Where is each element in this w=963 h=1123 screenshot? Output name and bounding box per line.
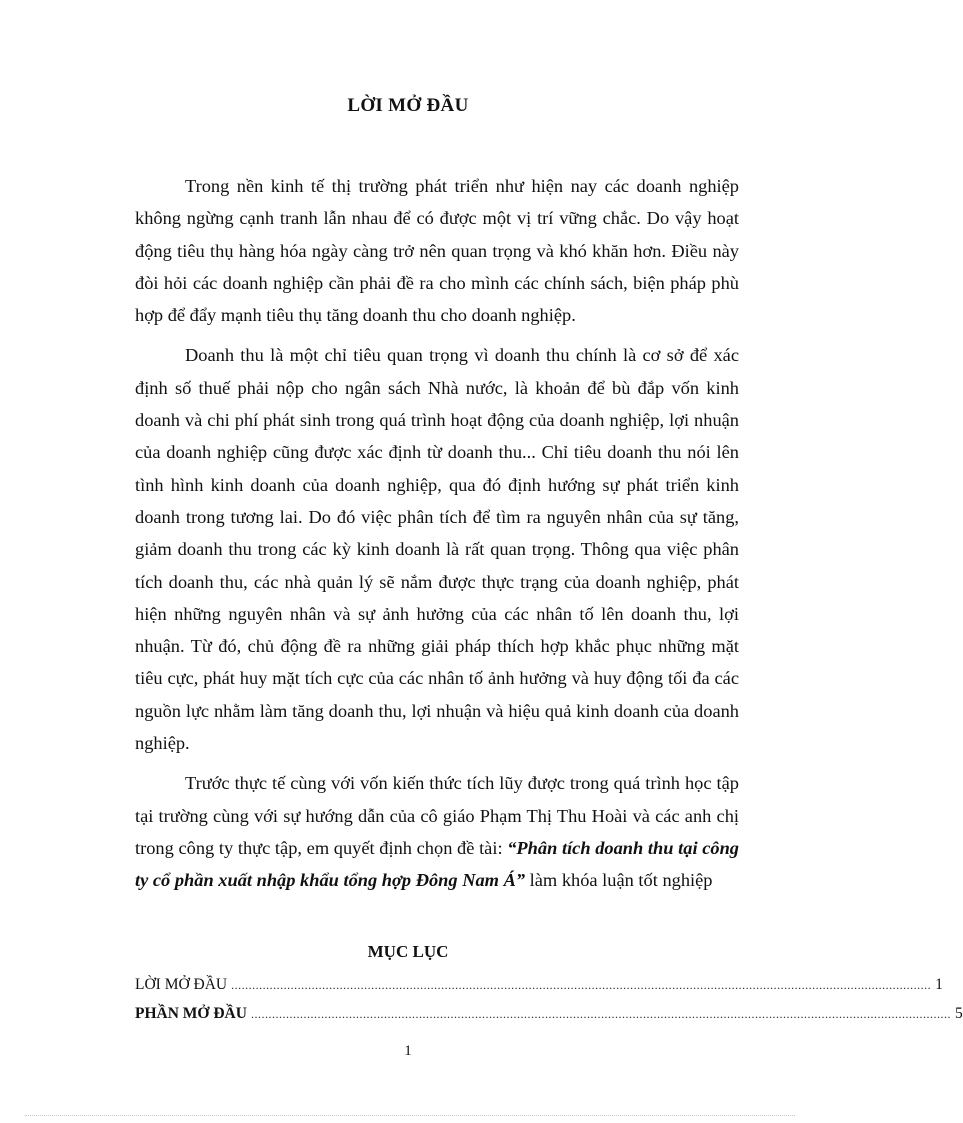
toc-entry-page: 1 — [935, 976, 943, 993]
paragraph-2: Doanh thu là một chỉ tiêu quan trọng vì doanh thu chính là cơ sở để xác định số thuế phải nộp cho ngân sách Nhà nước, là khoản để bù đắp vốn kinh doanh và chi phí phát sinh trong quá trình hoạt động của doanh nghiệp, lợi nhuận của doanh nghiệp cũng được xác định từ doanh thu... Chỉ tiêu doanh thu nói lên tình hình kinh doanh của doanh nghiệp, qua đó định hướng sự phát triển kinh doanh trong tương lai. Do đó việc phân tích để tìm ra nguyên nhân của sự tăng, giảm doanh thu trong các kỳ kinh doanh là rất quan trọng. Thông qua việc phân tích doanh thu, các nhà quản lý sẽ nắm được thực trạng của doanh nghiệp, phát hiện những nguyên nhân và sự ảnh hưởng của các nhân tố lên doanh thu, lợi nhuận. Từ đó, chủ động đề ra những giải pháp thích hợp khắc phục những mặt tiêu cực, phát huy mặt tích cực của các nhân tố ảnh hưởng và huy động tối đa các nguồn lực nhằm làm tăng doanh thu, lợi nhuận và hiệu quả kinh doanh của doanh nghiệp. — [135, 345, 739, 754]
body-text — [135, 170, 739, 897]
toc-dot-leader: ........................................................................................................................................................................................................ — [231, 978, 932, 992]
paragraph-3 — [135, 767, 739, 896]
page-number: 1 — [404, 1043, 412, 1059]
page-heading: LỜI MỞ ĐẦU — [347, 95, 469, 116]
page-bottom-divider — [25, 1115, 795, 1116]
thesis-title: “Phân tích doanh thu tại công ty cổ phần xuất nhập khẩu tổng hợp Đông Nam Á” — [135, 837, 739, 891]
toc-entry-label: LỜI MỞ ĐẦU — [135, 976, 228, 993]
paragraph-1: Trong nền kinh tế thị trường phát triển như hiện nay các doanh nghiệp không ngừng cạnh tranh lẫn nhau để có được một vị trí vững chắc. Do vậy hoạt động tiêu thụ hàng hóa ngày càng trở nên quan trọng và khó khăn hơn. Điều này đòi hỏi các doanh nghiệp cần phải đề ra cho mình các chính sách, biện pháp phù hợp để đẩy mạnh tiêu thụ tăng doanh thu cho doanh nghiệp. — [135, 176, 739, 326]
table-of-contents — [135, 970, 963, 1028]
toc-entry-page: 5 — [954, 1005, 963, 1022]
toc-heading: MỤC LỤC — [367, 942, 449, 961]
paragraph-3-intro: Trước thực tế cùng với vốn kiến thức tích lũy được trong quá trình học tập tại trường cùng với sự hướng dẫn của cô giáo Phạm Thị Thu Hoài và các anh chị trong công ty thực tập, em quyết định chọn đề tài: — [135, 773, 739, 858]
toc-entry[interactable] — [135, 999, 963, 1028]
paragraph-3-outro: làm khóa luận tốt nghiệp — [525, 870, 713, 891]
toc-entry[interactable] — [135, 970, 943, 999]
toc-dot-leader: ........................................................................................................................................................................................................ — [250, 1007, 951, 1021]
toc-entry-label: PHẦN MỞ ĐẦU — [135, 1005, 247, 1022]
